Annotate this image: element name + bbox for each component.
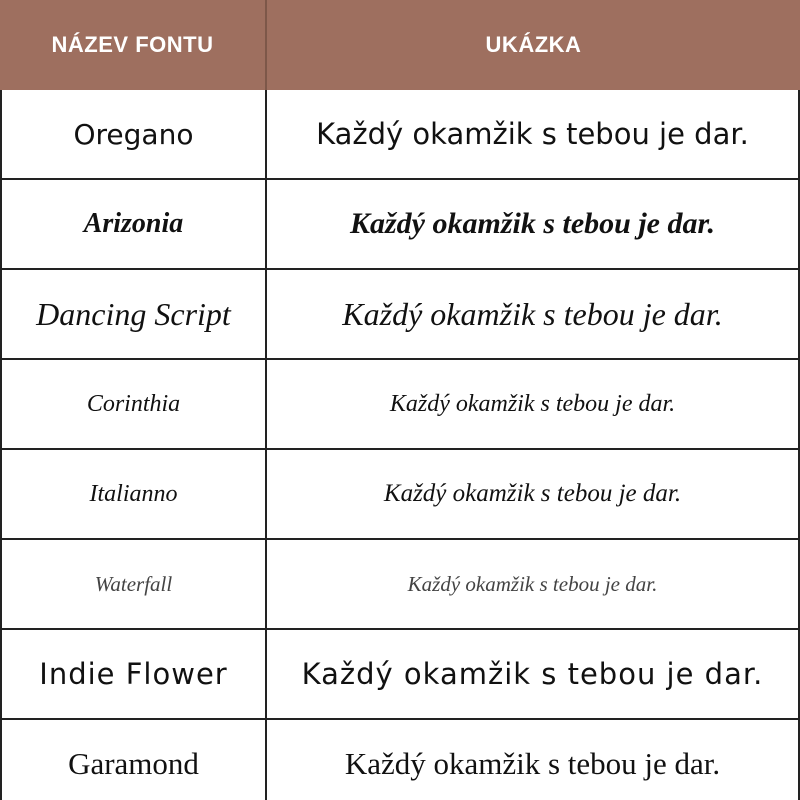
table-row [2, 90, 798, 180]
table-body [0, 90, 800, 800]
font-name-cell: Dancing Script [2, 270, 267, 358]
font-sample-cell: Každý okamžik s tebou je dar. [383, 480, 682, 507]
table-header [0, 0, 800, 90]
font-sample-cell: Každý okamžik s tebou je dar. [342, 295, 723, 332]
table-row [2, 360, 798, 450]
table-row [2, 540, 798, 630]
font-sample-cell: Každý okamžik s tebou je dar. [407, 571, 658, 596]
font-name-cell: Italianno [2, 450, 267, 538]
table-row [2, 180, 798, 270]
font-sample-cell: Každý okamžik s tebou je dar. [349, 207, 716, 240]
table-row [2, 720, 798, 800]
font-sample-cell: Každý okamžik s tebou je dar. [389, 390, 676, 417]
font-name-cell: Oregano [2, 90, 267, 178]
font-sample-cell: Každý okamžik s tebou je dar. [344, 746, 721, 781]
header-font-name: NÁZEV FONTU [0, 0, 267, 90]
table-row [2, 630, 798, 720]
font-name-cell: Indie Flower [2, 630, 267, 718]
font-name-cell: Waterfall [2, 540, 267, 628]
table-row [2, 270, 798, 360]
font-sample-cell: Každý okamžik s tebou je dar. [316, 117, 749, 151]
font-name-cell: Corinthia [2, 360, 267, 448]
font-name-cell: Garamond [2, 720, 267, 800]
table-row [2, 450, 798, 540]
font-name-cell: Arizonia [2, 180, 267, 268]
header-sample: UKÁZKA [485, 32, 582, 57]
font-sample-cell: Každý okamžik s tebou je dar. [301, 657, 764, 691]
